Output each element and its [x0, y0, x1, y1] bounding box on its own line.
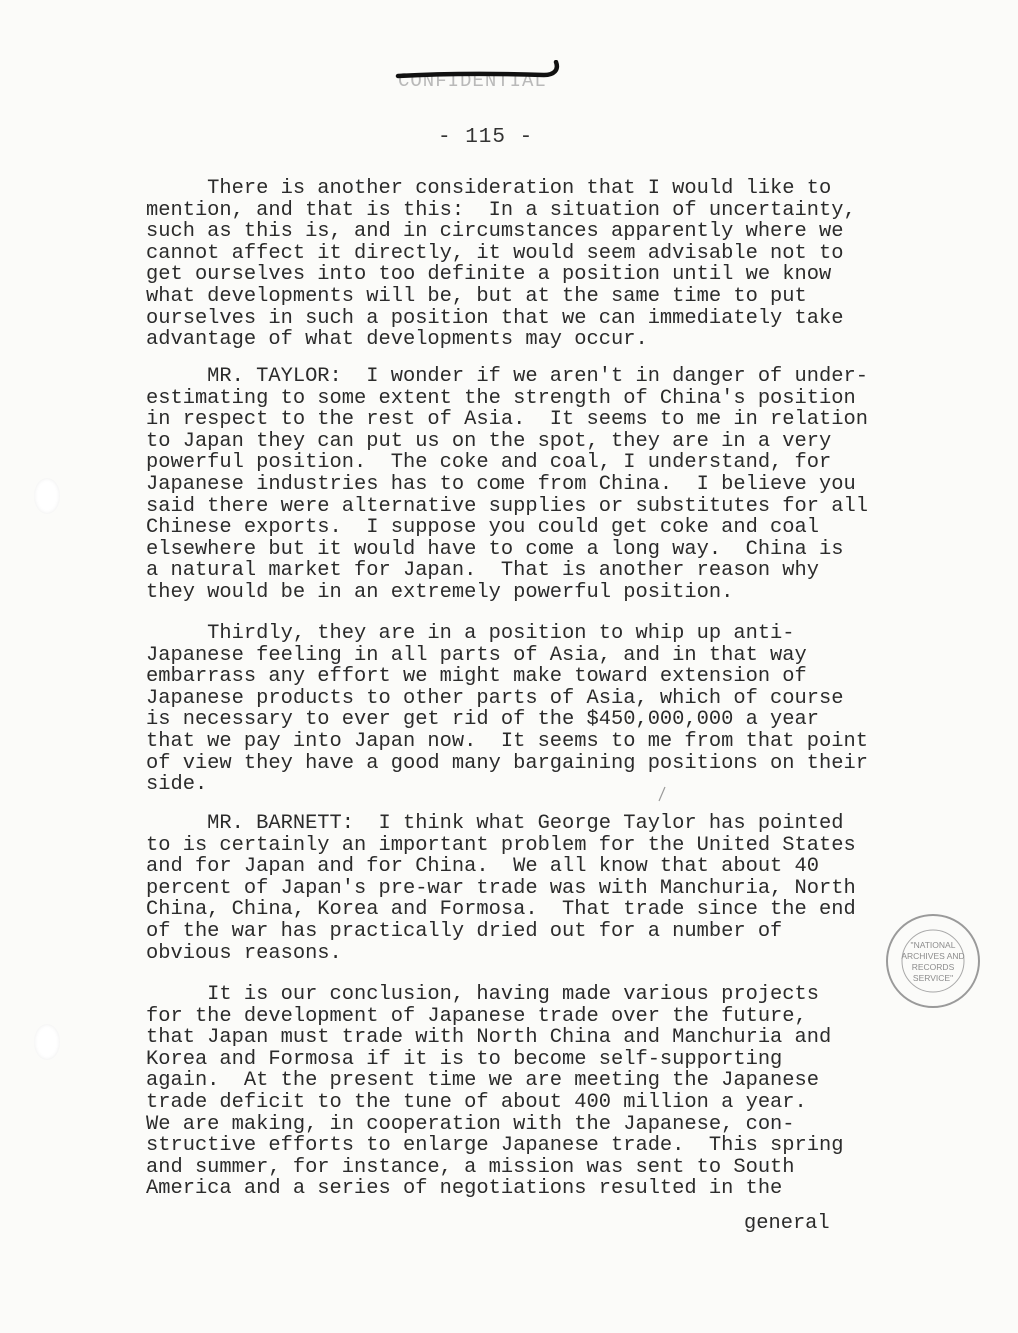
text-line: trade deficit to the tune of about 400 million a year. — [146, 1090, 807, 1114]
text-line: and summer, for instance, a mission was sent to South — [146, 1155, 795, 1179]
text-line: elsewhere but it would have to come a long way. China is — [146, 537, 844, 561]
text-line: mention, and that is this: In a situation of uncertainty, — [146, 198, 856, 222]
text-line: MR. BARNETT: I think what George Taylor has pointed — [146, 812, 844, 835]
text-line: powerful position. The coke and coal, I understand, for — [146, 451, 832, 475]
strikethrough-mark — [394, 60, 564, 96]
text-line: to Japan they can put us on the spot, they are in a very — [146, 429, 832, 453]
pencil-tick-mark — [656, 786, 668, 802]
punch-hole — [34, 478, 60, 514]
catchword: general — [744, 1212, 830, 1235]
text-line: percent of Japan's pre-war trade was with Manchuria, North — [146, 876, 856, 900]
text-line: Japanese products to other parts of Asia, which of course — [146, 686, 844, 710]
stamp-line: SERVICE" — [912, 973, 954, 983]
text-line: Japanese feeling in all parts of Asia, and in that way — [146, 643, 807, 667]
archive-stamp — [884, 912, 982, 1010]
text-line: in respect to the rest of Asia. It seems to me in relation — [146, 408, 868, 432]
text-line: they would be in an extremely powerful position. — [146, 580, 734, 604]
paragraph — [146, 813, 856, 964]
page-number: - 115 - — [438, 126, 534, 149]
text-line: said there were alternative supplies or substitutes for all — [146, 494, 868, 518]
text-line: to is certainly an important problem for the United States — [146, 833, 856, 857]
paragraph — [146, 178, 856, 351]
text-line: get ourselves into too definite a position until we know — [146, 263, 832, 287]
text-line: and for Japan and for China. We all know that about 40 — [146, 855, 820, 879]
text-line: obvious reasons. — [146, 941, 342, 965]
stamp-line: "NATIONAL — [910, 940, 956, 950]
classification-mark: CONFIDENTIAL — [398, 70, 547, 92]
text-line: Japanese industries has to come from China. I believe you — [146, 472, 856, 496]
text-line: what developments will be, but at the same time to put — [146, 284, 807, 308]
text-line: There is another consideration that I would like to — [146, 177, 832, 200]
text-line: side. — [146, 773, 208, 797]
text-line: a natural market for Japan. That is another reason why — [146, 559, 820, 583]
paragraph — [146, 984, 843, 1200]
stamp-line: ARCHIVES AND — [901, 951, 965, 961]
punch-hole — [34, 1024, 60, 1060]
text-line: such as this is, and in circumstances apparently where we — [146, 220, 844, 244]
text-line: ourselves in such a position that we can immediately take — [146, 306, 844, 330]
text-line: estimating to some extent the strength of China's position — [146, 386, 856, 410]
text-line: MR. TAYLOR: I wonder if we aren't in danger of under- — [146, 365, 868, 388]
text-line: that we pay into Japan now. It seems to me from that point — [146, 729, 868, 753]
text-line: that Japan must trade with North China and Manchuria and — [146, 1026, 832, 1050]
text-line: China, China, Korea and Formosa. That trade since the end — [146, 898, 856, 922]
text-line: Thirdly, they are in a position to whip up anti- — [146, 622, 795, 645]
text-line: again. At the present time we are meeting the Japanese — [146, 1069, 820, 1093]
text-line: structive efforts to enlarge Japanese trade. This spring — [146, 1134, 844, 1158]
text-line: Korea and Formosa if it is to become self-supporting — [146, 1047, 783, 1071]
text-line: We are making, in cooperation with the Japanese, con- — [146, 1112, 795, 1136]
paragraph — [146, 366, 868, 604]
paragraph — [146, 623, 868, 796]
stamp-line: RECORDS — [911, 962, 955, 972]
text-line: America and a series of negotiations resulted in the — [146, 1177, 783, 1201]
text-line: Chinese exports. I suppose you could get coke and coal — [146, 516, 820, 540]
text-line: is necessary to ever get rid of the $450,000,000 a year — [146, 708, 820, 732]
text-line: for the development of Japanese trade over the future, — [146, 1004, 807, 1028]
text-line: It is our conclusion, having made various projects — [146, 983, 820, 1006]
text-line: of view they have a good many bargaining positions on their — [146, 751, 868, 775]
text-line: cannot affect it directly, it would seem advisable not to — [146, 241, 844, 265]
text-line: advantage of what developments may occur. — [146, 328, 648, 352]
text-line: embarrass any effort we might make toward extension of — [146, 665, 807, 689]
text-line: of the war has practically dried out for a number of — [146, 919, 783, 943]
